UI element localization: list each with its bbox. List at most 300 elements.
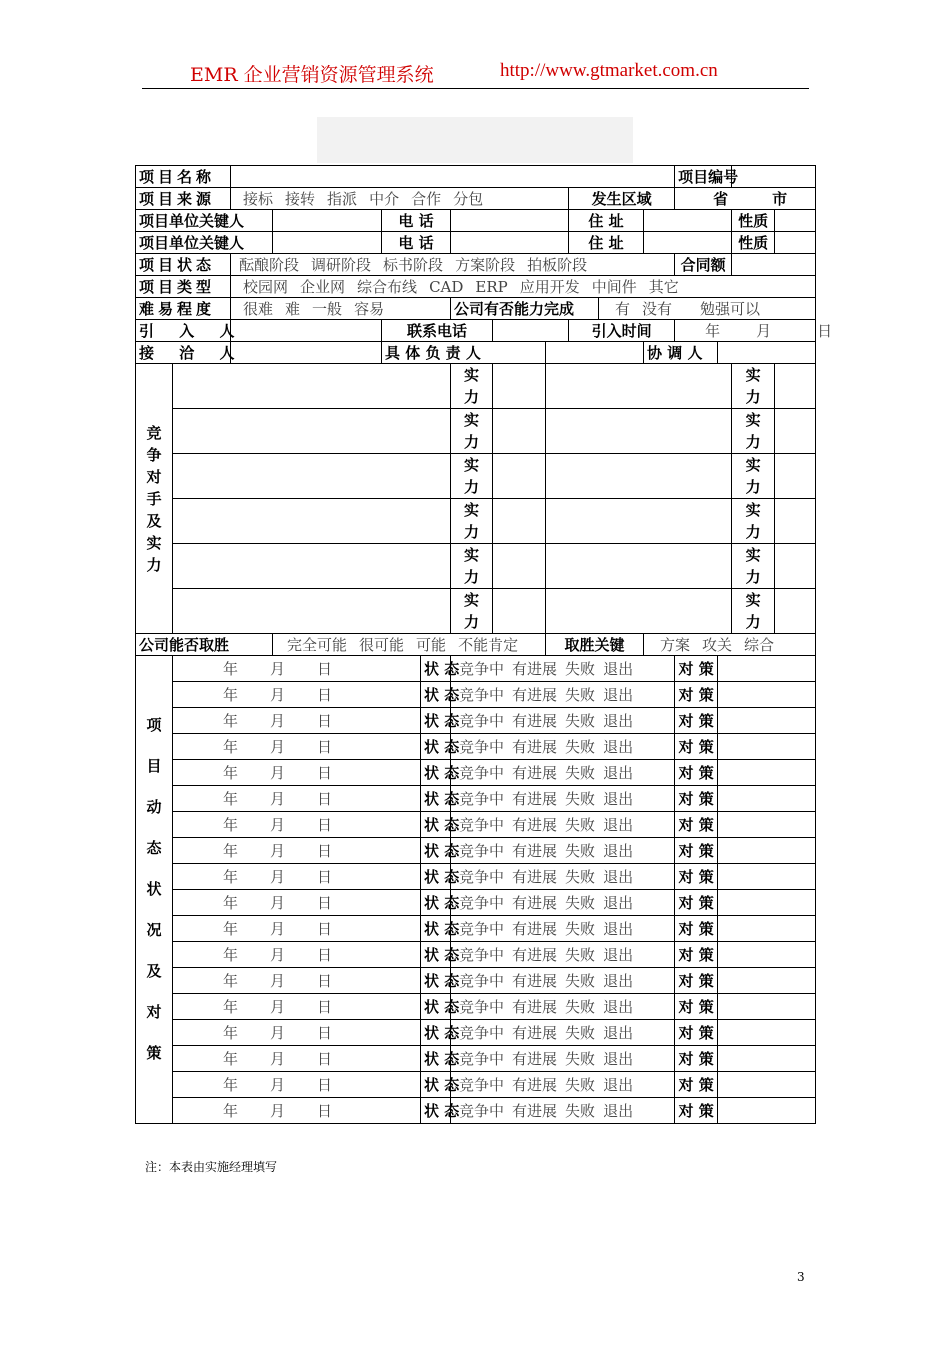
competitor-name-field[interactable] <box>546 364 732 409</box>
day-label: 日 <box>317 764 333 782</box>
dynamics-status-option[interactable]: 竞争中 <box>459 1102 505 1120</box>
dynamics-status-option[interactable]: 失败 <box>565 920 596 938</box>
region-field[interactable] <box>675 188 816 210</box>
dynamics-measure-field[interactable] <box>718 864 816 890</box>
phone-label: 电 话 <box>382 210 451 232</box>
win-label: 公司能否取胜 <box>136 634 273 656</box>
project-name-field[interactable] <box>231 166 675 188</box>
strength-label: 实 力 <box>732 499 775 544</box>
dynamics-status-option[interactable]: 竞争中 <box>459 1050 505 1068</box>
win-option[interactable]: 不能肯定 <box>458 636 519 654</box>
project-code-field[interactable] <box>732 166 816 188</box>
strength-field[interactable] <box>775 409 816 454</box>
source-option[interactable]: 合作 <box>411 190 442 208</box>
dynamics-status-option[interactable]: 有进展 <box>512 972 558 990</box>
capability-option[interactable]: 有 <box>615 300 631 318</box>
dynamics-status-option[interactable]: 失败 <box>565 1050 596 1068</box>
strength-label: 实 力 <box>451 409 493 454</box>
status-option[interactable]: 调研阶段 <box>311 256 372 274</box>
year-label: 年 <box>223 764 239 782</box>
dynamics-status-option[interactable]: 有进展 <box>512 920 558 938</box>
dynamics-status-option[interactable]: 失败 <box>565 790 596 808</box>
dynamics-status-options[interactable] <box>451 1072 675 1098</box>
competitor-name-field[interactable] <box>546 499 732 544</box>
dynamics-measure-label: 对 策 <box>675 656 718 682</box>
dynamics-status-option[interactable]: 失败 <box>565 712 596 730</box>
dynamics-status-option[interactable]: 退出 <box>603 1050 634 1068</box>
dynamics-status-option[interactable]: 退出 <box>603 1024 634 1042</box>
dynamics-date[interactable] <box>173 1072 421 1098</box>
dynamics-measure-field[interactable] <box>718 838 816 864</box>
dynamics-status-options[interactable] <box>451 994 675 1020</box>
source-option[interactable]: 接转 <box>285 190 316 208</box>
day-label: 日 <box>317 738 333 756</box>
year-label: 年 <box>223 1050 239 1068</box>
project-source-options[interactable] <box>231 188 569 210</box>
day-label: 日 <box>817 322 833 340</box>
dynamics-status-options[interactable] <box>451 786 675 812</box>
day-label: 日 <box>317 1102 333 1120</box>
dynamics-status-option[interactable]: 退出 <box>603 972 634 990</box>
dynamics-status-option[interactable]: 退出 <box>603 816 634 834</box>
dynamics-status-option[interactable]: 有进展 <box>512 790 558 808</box>
dynamics-status-option[interactable]: 有进展 <box>512 946 558 964</box>
contact-phone-field[interactable] <box>493 320 569 342</box>
strength-field[interactable] <box>493 364 546 409</box>
receiver-label: 接 洽 人 <box>136 342 231 364</box>
year-label: 年 <box>223 816 239 834</box>
capability-options[interactable] <box>599 298 816 320</box>
dynamics-measure-label: 对 策 <box>675 1072 718 1098</box>
win-key-option[interactable]: 方案 <box>660 636 691 654</box>
nature-label: 性质 <box>732 232 775 254</box>
receiver-field[interactable] <box>231 342 382 364</box>
dynamics-status-option[interactable]: 有进展 <box>512 868 558 886</box>
dynamics-date[interactable] <box>173 864 421 890</box>
type-option[interactable]: 中间件 <box>591 278 637 296</box>
dynamics-measure-label: 对 策 <box>675 1046 718 1072</box>
dynamics-date[interactable] <box>173 656 421 682</box>
source-option[interactable]: 接标 <box>243 190 274 208</box>
dynamics-status-option[interactable]: 失败 <box>565 660 596 678</box>
dynamics-status-option[interactable]: 退出 <box>603 920 634 938</box>
dynamics-status-option[interactable]: 失败 <box>565 894 596 912</box>
dynamics-status-option[interactable]: 失败 <box>565 868 596 886</box>
dynamics-measure-field[interactable] <box>718 1020 816 1046</box>
dynamics-status-option[interactable]: 退出 <box>603 790 634 808</box>
win-key-option[interactable]: 综合 <box>744 636 775 654</box>
responsible-field[interactable] <box>546 342 644 364</box>
dynamics-status-options[interactable] <box>451 760 675 786</box>
dynamics-status-label: 状 态 <box>421 942 451 968</box>
project-source-label: 项目来源 <box>136 188 231 210</box>
dynamics-measure-field[interactable] <box>718 916 816 942</box>
dynamics-status-option[interactable]: 失败 <box>565 998 596 1016</box>
dynamics-status-option[interactable]: 竞争中 <box>459 1076 505 1094</box>
dynamics-status-options[interactable] <box>451 890 675 916</box>
dynamics-status-option[interactable]: 竞争中 <box>459 712 505 730</box>
dynamics-date[interactable] <box>173 760 421 786</box>
type-option[interactable]: ERP <box>475 278 508 296</box>
dynamics-status-option[interactable]: 退出 <box>603 998 634 1016</box>
dynamics-status-options[interactable] <box>451 1098 675 1124</box>
strength-label: 实 力 <box>451 454 493 499</box>
strength-field[interactable] <box>493 454 546 499</box>
competitor-name-field[interactable] <box>173 364 451 409</box>
dynamics-date[interactable] <box>173 838 421 864</box>
dynamics-status-option[interactable]: 失败 <box>565 764 596 782</box>
dynamics-measure-field[interactable] <box>718 682 816 708</box>
dynamics-status-option[interactable]: 退出 <box>603 842 634 860</box>
type-option[interactable]: 应用开发 <box>519 278 580 296</box>
dynamics-status-options[interactable] <box>451 968 675 994</box>
dynamics-date[interactable] <box>173 786 421 812</box>
dynamics-status-option[interactable]: 失败 <box>565 738 596 756</box>
dynamics-status-options[interactable] <box>451 1020 675 1046</box>
dynamics-status-options[interactable] <box>451 708 675 734</box>
competitor-name-field[interactable] <box>173 454 451 499</box>
source-option[interactable]: 分包 <box>453 190 484 208</box>
day-label: 日 <box>317 894 333 912</box>
coordinator-field[interactable] <box>718 342 816 364</box>
dynamics-status-option[interactable]: 有进展 <box>512 738 558 756</box>
dynamics-status-option[interactable]: 失败 <box>565 816 596 834</box>
dynamics-status-label: 状 态 <box>421 890 451 916</box>
dynamics-measure-field[interactable] <box>718 1098 816 1124</box>
win-options[interactable] <box>273 634 546 656</box>
dynamics-date[interactable] <box>173 994 421 1020</box>
dynamics-status-options[interactable] <box>451 838 675 864</box>
dynamics-status-options[interactable] <box>451 734 675 760</box>
type-option[interactable]: 校园网 <box>243 278 289 296</box>
dynamics-status-option[interactable]: 有进展 <box>512 712 558 730</box>
year-label: 年 <box>223 738 239 756</box>
dynamics-measure-label: 对 策 <box>675 682 718 708</box>
contract-amount-field[interactable] <box>732 254 816 276</box>
strength-field[interactable] <box>775 499 816 544</box>
dynamics-measure-field[interactable] <box>718 734 816 760</box>
dynamics-measure-label: 对 策 <box>675 916 718 942</box>
dynamics-status-option[interactable]: 竞争中 <box>459 660 505 678</box>
win-key-options[interactable] <box>644 634 816 656</box>
competitor-name-field[interactable] <box>546 454 732 499</box>
contact-person-field[interactable] <box>273 232 382 254</box>
dynamics-date[interactable] <box>173 916 421 942</box>
type-option[interactable]: 其它 <box>648 278 679 296</box>
dynamics-status-option[interactable]: 失败 <box>565 1102 596 1120</box>
dynamics-status-option[interactable]: 竞争中 <box>459 816 505 834</box>
day-label: 日 <box>317 946 333 964</box>
strength-field[interactable] <box>775 454 816 499</box>
dynamics-measure-label: 对 策 <box>675 734 718 760</box>
day-label: 日 <box>317 998 333 1016</box>
day-label: 日 <box>317 1076 333 1094</box>
month-label: 月 <box>270 1076 286 1094</box>
month-label: 月 <box>270 790 286 808</box>
dynamics-date[interactable] <box>173 734 421 760</box>
contact-person-field[interactable] <box>273 210 382 232</box>
dynamics-date[interactable] <box>173 708 421 734</box>
year-label: 年 <box>223 868 239 886</box>
dynamics-status-option[interactable]: 退出 <box>603 894 634 912</box>
dynamics-date[interactable] <box>173 812 421 838</box>
dynamics-status-label: 状 态 <box>421 916 451 942</box>
dynamics-status-option[interactable]: 竞争中 <box>459 868 505 886</box>
dynamics-status-options[interactable] <box>451 656 675 682</box>
competitor-name-field[interactable] <box>546 589 732 634</box>
day-label: 日 <box>317 920 333 938</box>
strength-field[interactable] <box>775 544 816 589</box>
dynamics-status-option[interactable]: 退出 <box>603 660 634 678</box>
source-option[interactable]: 中介 <box>369 190 400 208</box>
dynamics-status-option[interactable]: 竞争中 <box>459 790 505 808</box>
dynamics-measure-field[interactable] <box>718 942 816 968</box>
dynamics-status-label: 状 态 <box>421 760 451 786</box>
dynamics-status-option[interactable]: 失败 <box>565 1024 596 1042</box>
project-status-options[interactable] <box>231 254 675 276</box>
dynamics-measure-field[interactable] <box>718 708 816 734</box>
difficulty-option[interactable]: 容易 <box>354 300 385 318</box>
dynamics-status-label: 状 态 <box>421 1020 451 1046</box>
strength-label: 实 力 <box>732 454 775 499</box>
year-label: 年 <box>223 1076 239 1094</box>
intro-time-label: 引入时间 <box>569 320 675 342</box>
dynamics-measure-label: 对 策 <box>675 890 718 916</box>
difficulty-option[interactable]: 很难 <box>243 300 274 318</box>
year-label: 年 <box>223 946 239 964</box>
dynamics-status-label: 状 态 <box>421 682 451 708</box>
dynamics-status-option[interactable]: 有进展 <box>512 998 558 1016</box>
win-option[interactable]: 很可能 <box>359 636 405 654</box>
dynamics-status-label: 状 态 <box>421 1046 451 1072</box>
year-label: 年 <box>223 972 239 990</box>
dynamics-status-option[interactable]: 有进展 <box>512 660 558 678</box>
dynamics-status-option[interactable]: 有进展 <box>512 1050 558 1068</box>
strength-field[interactable] <box>493 499 546 544</box>
month-label: 月 <box>270 998 286 1016</box>
page-header <box>142 58 809 89</box>
dynamics-status-option[interactable]: 失败 <box>565 972 596 990</box>
intro-time-field[interactable] <box>675 320 833 342</box>
contact-phone-label: 联系电话 <box>382 320 493 342</box>
dynamics-status-option[interactable]: 竞争中 <box>459 738 505 756</box>
year-label: 年 <box>223 1102 239 1120</box>
month-label: 月 <box>270 816 286 834</box>
month-label: 月 <box>270 738 286 756</box>
competitor-name-field[interactable] <box>173 544 451 589</box>
strength-label: 实 力 <box>451 589 493 634</box>
dynamics-date[interactable] <box>173 890 421 916</box>
dynamics-status-option[interactable]: 退出 <box>603 946 634 964</box>
dynamics-status-option[interactable]: 退出 <box>603 738 634 756</box>
difficulty-option[interactable]: 难 <box>285 300 301 318</box>
year-label: 年 <box>223 660 239 678</box>
month-label: 月 <box>270 764 286 782</box>
dynamics-date[interactable] <box>173 968 421 994</box>
difficulty-label: 难易程度 <box>136 298 231 320</box>
month-label: 月 <box>270 660 286 678</box>
type-option[interactable]: 企业网 <box>300 278 346 296</box>
competitor-name-field[interactable] <box>173 409 451 454</box>
dynamics-status-label: 状 态 <box>421 734 451 760</box>
dynamics-date[interactable] <box>173 682 421 708</box>
dynamics-measure-field[interactable] <box>718 968 816 994</box>
capability-option[interactable]: 没有 <box>642 300 673 318</box>
project-type-options[interactable] <box>231 276 816 298</box>
dynamics-measure-field[interactable] <box>718 1046 816 1072</box>
capability-label: 公司有否能力完成 <box>451 298 599 320</box>
month-label: 月 <box>270 686 286 704</box>
project-code-label: 项目编号 <box>675 166 732 188</box>
dynamics-status-option[interactable]: 有进展 <box>512 1024 558 1042</box>
dynamics-status-option[interactable]: 退出 <box>603 764 634 782</box>
dynamics-status-options[interactable] <box>451 812 675 838</box>
status-option[interactable]: 拍板阶段 <box>527 256 588 274</box>
dynamics-status-label: 状 态 <box>421 864 451 890</box>
dynamics-status-option[interactable]: 有进展 <box>512 686 558 704</box>
strength-field[interactable] <box>493 544 546 589</box>
win-option[interactable]: 完全可能 <box>287 636 348 654</box>
dynamics-status-label: 状 态 <box>421 968 451 994</box>
dynamics-measure-label: 对 策 <box>675 838 718 864</box>
competitor-name-field[interactable] <box>173 589 451 634</box>
dynamics-measure-label: 对 策 <box>675 864 718 890</box>
dynamics-date[interactable] <box>173 1046 421 1072</box>
project-name-label: 项目名称 <box>136 166 231 188</box>
dynamics-measure-label: 对 策 <box>675 968 718 994</box>
day-label: 日 <box>317 712 333 730</box>
strength-field[interactable] <box>775 589 816 634</box>
dynamics-status-option[interactable]: 竞争中 <box>459 894 505 912</box>
dynamics-status-label: 状 态 <box>421 1098 451 1124</box>
dynamics-status-option[interactable]: 竞争中 <box>459 764 505 782</box>
dynamics-status-option[interactable]: 有进展 <box>512 1102 558 1120</box>
dynamics-status-option[interactable]: 失败 <box>565 1076 596 1094</box>
dynamics-status-label: 状 态 <box>421 1072 451 1098</box>
dynamics-status-option[interactable]: 有进展 <box>512 816 558 834</box>
source-option[interactable]: 指派 <box>327 190 358 208</box>
dynamics-status-option[interactable]: 竞争中 <box>459 998 505 1016</box>
month-label: 月 <box>270 972 286 990</box>
type-option[interactable]: CAD <box>429 278 464 296</box>
coordinator-label: 协 调 人 <box>644 342 718 364</box>
dynamics-status-option[interactable]: 退出 <box>603 686 634 704</box>
dynamics-status-option[interactable]: 竞争中 <box>459 1024 505 1042</box>
dynamics-status-options[interactable] <box>451 682 675 708</box>
dynamics-status-options[interactable] <box>451 942 675 968</box>
dynamics-measure-label: 对 策 <box>675 786 718 812</box>
dynamics-measure-field[interactable] <box>718 786 816 812</box>
status-option[interactable]: 方案阶段 <box>455 256 516 274</box>
dynamics-status-option[interactable]: 竞争中 <box>459 686 505 704</box>
contact-person-label: 项目单位关键人 <box>136 210 273 232</box>
project-status-label: 项目状态 <box>136 254 231 276</box>
status-option[interactable]: 酝酿阶段 <box>239 256 300 274</box>
day-label: 日 <box>317 842 333 860</box>
dynamics-status-label: 状 态 <box>421 656 451 682</box>
title-placeholder <box>317 117 633 163</box>
nature-field[interactable] <box>775 232 816 254</box>
address-label: 住 址 <box>569 210 644 232</box>
dynamics-measure-field[interactable] <box>718 994 816 1020</box>
strength-label: 实 力 <box>451 544 493 589</box>
dynamics-status-option[interactable]: 失败 <box>565 842 596 860</box>
footer-note: 注：本表由实施经理填写 <box>145 1160 278 1174</box>
dynamics-status-option[interactable]: 竞争中 <box>459 946 505 964</box>
address-field[interactable] <box>644 210 732 232</box>
dynamics-date[interactable] <box>173 1098 421 1124</box>
competitor-name-field[interactable] <box>546 409 732 454</box>
dynamics-status-label: 状 态 <box>421 838 451 864</box>
dynamics-date[interactable] <box>173 942 421 968</box>
competitor-name-field[interactable] <box>173 499 451 544</box>
dynamics-measure-field[interactable] <box>718 812 816 838</box>
dynamics-date[interactable] <box>173 1020 421 1046</box>
dynamics-status-option[interactable]: 退出 <box>603 1076 634 1094</box>
dynamics-status-option[interactable]: 有进展 <box>512 764 558 782</box>
dynamics-measure-label: 对 策 <box>675 942 718 968</box>
competitor-name-field[interactable] <box>546 544 732 589</box>
dynamics-measure-field[interactable] <box>718 890 816 916</box>
dynamics-status-option[interactable]: 退出 <box>603 712 634 730</box>
year-label: 年 <box>223 998 239 1016</box>
dynamics-measure-label: 对 策 <box>675 994 718 1020</box>
dynamics-measure-field[interactable] <box>718 656 816 682</box>
month-label: 月 <box>270 920 286 938</box>
dynamics-status-option[interactable]: 竞争中 <box>459 920 505 938</box>
strength-field[interactable] <box>493 589 546 634</box>
year-label: 年 <box>223 842 239 860</box>
win-key-option[interactable]: 攻关 <box>702 636 733 654</box>
phone-field[interactable] <box>451 210 569 232</box>
header-url[interactable]: http://www.gtmarket.com.cn <box>500 60 718 81</box>
dynamics-measure-label: 对 策 <box>675 812 718 838</box>
nature-field[interactable] <box>775 210 816 232</box>
capability-option[interactable]: 勉强可以 <box>700 300 761 318</box>
status-option[interactable]: 标书阶段 <box>383 256 444 274</box>
introducer-field[interactable] <box>231 320 382 342</box>
region-label: 发生区域 <box>569 188 675 210</box>
dynamics-status-option[interactable]: 失败 <box>565 686 596 704</box>
strength-field[interactable] <box>493 409 546 454</box>
strength-label: 实 力 <box>732 544 775 589</box>
dynamics-measure-field[interactable] <box>718 1072 816 1098</box>
dynamics-status-options[interactable] <box>451 864 675 890</box>
type-option[interactable]: 综合布线 <box>357 278 418 296</box>
phone-field[interactable] <box>451 232 569 254</box>
dynamics-status-option[interactable]: 退出 <box>603 1102 634 1120</box>
dynamics-status-options[interactable] <box>451 916 675 942</box>
dynamics-status-option[interactable]: 有进展 <box>512 1076 558 1094</box>
win-option[interactable]: 可能 <box>416 636 447 654</box>
strength-label: 实 力 <box>732 409 775 454</box>
dynamics-status-option[interactable]: 退出 <box>603 868 634 886</box>
dynamics-status-option[interactable]: 有进展 <box>512 842 558 860</box>
address-field[interactable] <box>644 232 732 254</box>
dynamics-measure-field[interactable] <box>718 760 816 786</box>
dynamics-status-option[interactable]: 有进展 <box>512 894 558 912</box>
difficulty-options[interactable] <box>231 298 451 320</box>
month-label: 月 <box>270 868 286 886</box>
year-label: 年 <box>223 790 239 808</box>
dynamics-status-options[interactable] <box>451 1046 675 1072</box>
dynamics-status-option[interactable]: 失败 <box>565 946 596 964</box>
dynamics-status-option[interactable]: 竞争中 <box>459 842 505 860</box>
dynamics-status-option[interactable]: 竞争中 <box>459 972 505 990</box>
strength-field[interactable] <box>775 364 816 409</box>
difficulty-option[interactable]: 一般 <box>312 300 343 318</box>
dynamics-status-label: 状 态 <box>421 994 451 1020</box>
